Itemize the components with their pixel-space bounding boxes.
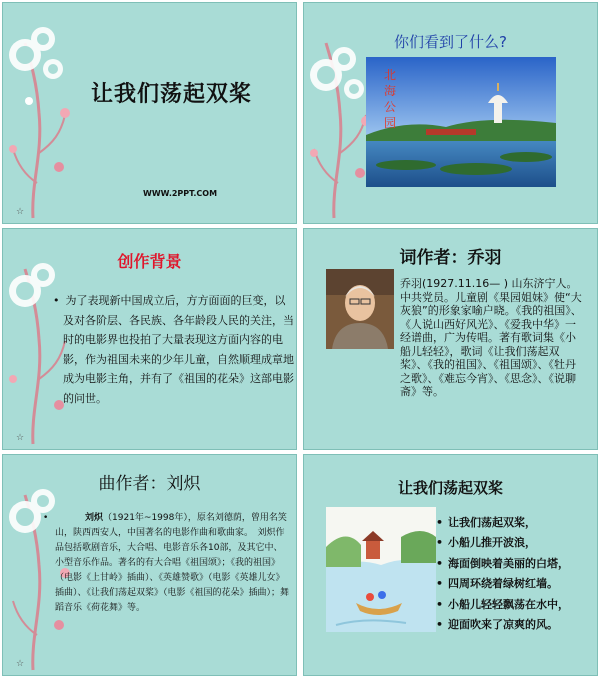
bullet: • — [43, 513, 49, 523]
site-url: WWW.2PPT.COM — [143, 189, 218, 198]
star-icon: ☆ — [16, 659, 25, 669]
rowing-boat-illustration — [326, 507, 436, 632]
flower-decoration — [3, 3, 83, 224]
lyric-line: • 小船儿推开波浪， — [436, 533, 596, 553]
slide-heading: 让我们荡起双桨 — [397, 479, 503, 497]
photo-caption-1: 北 — [384, 68, 397, 82]
lyrics-list — [436, 513, 596, 635]
slide-heading: 词作者：乔羽 — [399, 248, 502, 268]
slide-heading: 创作背景 — [117, 252, 182, 271]
lyric-line: • 四周环绕着绿树红墙。 — [436, 574, 596, 594]
slide-title[interactable] — [2, 2, 297, 224]
slide-title-text: 让我们荡起双桨 — [91, 82, 253, 107]
lyric-line: • 迎面吹来了凉爽的风。 — [436, 615, 596, 635]
slide-lyricist[interactable] — [303, 228, 598, 450]
lyric-line: • 小船儿轻轻飘荡在水中， — [436, 595, 596, 615]
bullet: • — [53, 294, 60, 307]
star-icon: ☆ — [16, 433, 25, 443]
background-paragraph — [53, 291, 295, 408]
photo-caption-2: 海 — [384, 84, 397, 98]
lyricist-bio: 乔羽(1927.11.16— ) 山东济宁人。中共党员。儿童剧《果园姐妹》使“大灰狼”的形象家喻户晓。《我的祖国》、《人说山西好风光》、《爱我中华》一经谱曲，广为传唱。著有歌词集《小船儿轻轻》，歌词《让我们荡起双桨》、《我的祖国》、《祖国颂》、《牡丹之歌》、《难忘今宵》、《思念》、《说聊斋》等。 — [400, 277, 582, 398]
slide-heading: 曲作者：刘炽 — [98, 474, 201, 494]
background-text: 为了表现新中国成立后，方方面面的巨变，以及对各阶层、各民族、各年龄段人民的关注，当时的电影界也投拍了大量表现这方面内容的电影，作为祖国未来的少年儿童，自然顺理成章地成为电影主角，并有了《祖国的花朵》这部电影的问世。 — [63, 294, 294, 405]
slide-composer[interactable] — [2, 454, 297, 676]
lyric-line: • 让我们荡起双桨， — [436, 513, 596, 533]
photo-caption-4: 园 — [384, 116, 397, 130]
photo-caption-3: 公 — [384, 100, 397, 114]
composer-bio — [43, 511, 291, 616]
lyric-line: • 海面倒映着美丽的白塔， — [436, 554, 596, 574]
star-icon: ☆ — [16, 207, 25, 217]
composer-bio-text: （1921年~1998年），原名刘德荫，曾用名笑山，陕西西安人，中国著名的电影作曲和歌曲家。 刘炽作品包括歌剧音乐，大合唱、电影音乐各10部，及其它中、小型音乐作品。著名的有大合唱《祖国颂》；《我的祖国》（电影《上甘岭》插曲）、《英雄赞歌》（电影《英雄儿女》插曲）、《让我们荡起双桨》（电影《祖国的花朵》插曲）；舞蹈音乐《荷花舞》等。 — [55, 513, 290, 613]
slide-lyrics[interactable] — [303, 454, 598, 676]
qiao-yu-portrait — [326, 269, 394, 349]
slide-heading: 你们看到了什么? — [394, 33, 507, 51]
composer-name: 刘炽 — [85, 513, 104, 523]
slide-background[interactable] — [2, 228, 297, 450]
slide-what-did-we-see[interactable] — [303, 2, 598, 224]
beihai-park-photo — [366, 57, 556, 187]
